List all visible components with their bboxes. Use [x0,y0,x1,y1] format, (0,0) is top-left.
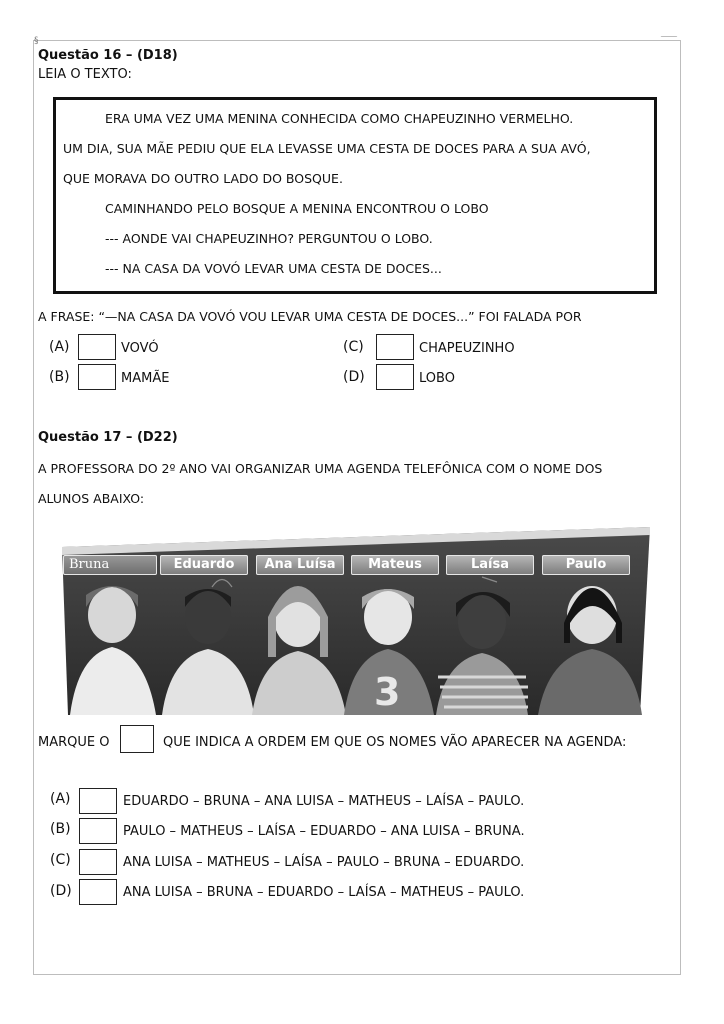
q17-option-d-letter: (D) [50,883,72,899]
q16-instruction: LEIA O TEXTO: [38,67,132,82]
q17-option-d-text: ANA LUISA – BRUNA – EDUARDO – LAÍSA – MATHEUS – PAULO. [123,885,525,900]
q17-title: Questão 17 – (D22) [38,430,178,445]
q16-option-c-letter: (C) [343,339,364,355]
q16-option-c-text: CHAPEUZINHO [419,341,515,356]
story-line-5: --- AONDE VAI CHAPEUZINHO? PERGUNTOU O LOBO. [105,231,433,246]
q17-example-checkbox [120,725,154,753]
q17-option-b-text: PAULO – MATHEUS – LAÍSA – EDUARDO – ANA LUISA – BRUNA. [123,824,525,839]
q16-option-d-checkbox[interactable] [376,364,414,390]
svg-text:3: 3 [374,670,401,714]
story-line-1: ERA UMA VEZ UMA MENINA CONHECIDA COMO CHAPEUZINHO VERMELHO. [105,111,574,126]
q17-option-d-checkbox[interactable] [79,879,117,905]
q17-option-c-checkbox[interactable] [79,849,117,875]
name-tag-bruna: Bruna [63,555,157,575]
q16-title: Questão 16 – (D18) [38,48,178,63]
q17-option-b-letter: (B) [50,821,71,837]
q16-option-b-letter: (B) [49,369,70,385]
story-line-2: UM DIA, SUA MÃE PEDIU QUE ELA LEVASSE UMA CESTA DE DOCES PARA A SUA AVÓ, [63,141,591,156]
q17-mark-suffix: QUE INDICA A ORDEM EM QUE OS NOMES VÃO APARECER NA AGENDA: [163,735,627,750]
q16-option-b-text: MAMÃE [121,371,170,386]
name-tag-ana-luisa: Ana Luísa [256,555,344,575]
q17-option-c-letter: (C) [50,852,71,868]
q16-option-b-checkbox[interactable] [78,364,116,390]
q16-option-a-checkbox[interactable] [78,334,116,360]
story-line-3: QUE MORAVA DO OUTRO LADO DO BOSQUE. [63,171,343,186]
q17-option-a-letter: (A) [50,791,71,807]
q16-question: A FRASE: “—NA CASA DA VOVÓ VOU LEVAR UMA CESTA DE DOCES...” FOI FALADA POR [38,309,582,324]
q17-option-c-text: ANA LUISA – MATHEUS – LAÍSA – PAULO – BRUNA – EDUARDO. [123,855,525,870]
name-tag-laisa: Laísa [446,555,534,575]
q17-prompt-line-2: ALUNOS ABAIXO: [38,491,145,506]
scan-mark: § [34,36,39,46]
q17-option-a-text: EDUARDO – BRUNA – ANA LUISA – MATHEUS – LAÍSA – PAULO. [123,794,525,809]
q16-option-a-letter: (A) [49,339,70,355]
q16-option-d-text: LOBO [419,371,455,386]
story-line-4: CAMINHANDO PELO BOSQUE A MENINA ENCONTROU O LOBO [105,201,489,216]
name-tag-paulo: Paulo [542,555,630,575]
story-line-6: --- NA CASA DA VOVÓ LEVAR UMA CESTA DE DOCES... [105,261,442,276]
q16-option-d-letter: (D) [343,369,365,385]
name-tag-eduardo: Eduardo [160,555,248,575]
q17-option-b-checkbox[interactable] [79,818,117,844]
q16-option-c-checkbox[interactable] [376,334,414,360]
q17-prompt-line-1: A PROFESSORA DO 2º ANO VAI ORGANIZAR UMA AGENDA TELEFÔNICA COM O NOME DOS [38,461,603,476]
story-box [53,97,657,294]
q17-mark-prefix: MARQUE O [38,735,110,750]
name-tag-mateus: Mateus [351,555,439,575]
q16-option-a-text: VOVÓ [121,341,159,356]
q17-option-a-checkbox[interactable] [79,788,117,814]
